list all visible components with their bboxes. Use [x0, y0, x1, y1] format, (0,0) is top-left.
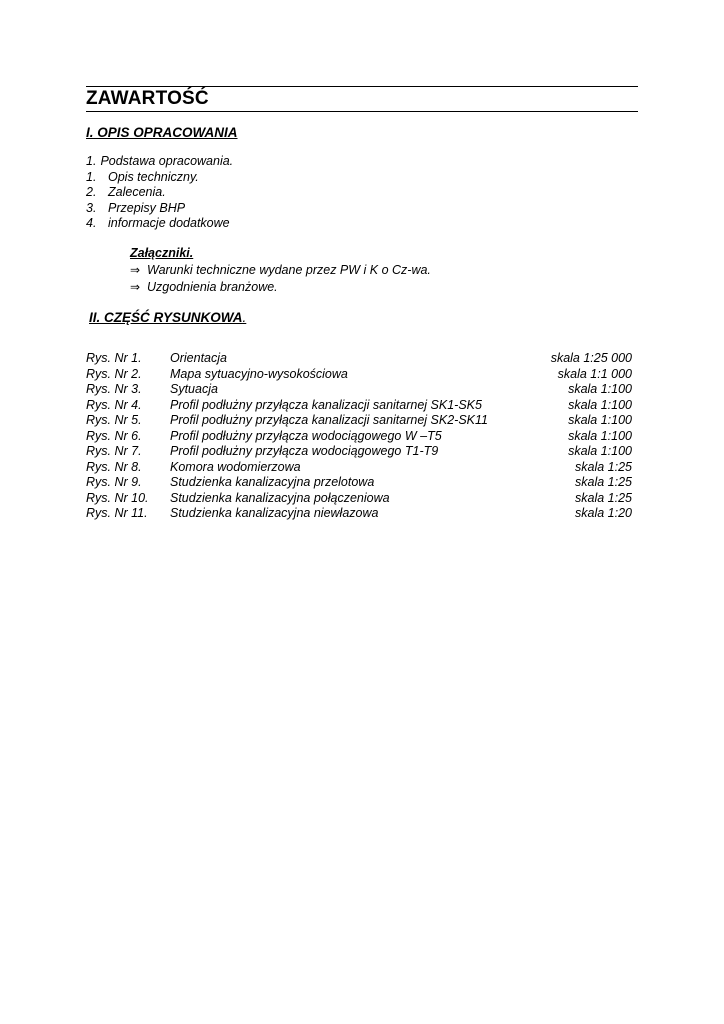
drawing-scale: skala 1:25 000: [550, 351, 632, 365]
drawing-number: Rys. Nr 9.: [86, 475, 142, 489]
drawing-number: Rys. Nr 10.: [86, 490, 149, 505]
drawing-name: Orientacja: [170, 351, 227, 365]
list-item-number: 1.: [86, 169, 97, 184]
title-underline-rule: [86, 111, 638, 112]
drawing-number: Rys. Nr 8.: [86, 459, 142, 474]
drawing-scale: skala 1:100: [568, 397, 632, 412]
top-rule: [86, 86, 638, 87]
list-item: [86, 201, 233, 217]
drawing-row: [86, 351, 636, 367]
drawing-name: Mapa sytuacyjno-wysokościowa: [170, 366, 348, 381]
drawing-number: Rys. Nr 7.: [86, 444, 142, 458]
attachment-text: Uzgodnienia branżowe.: [147, 280, 278, 294]
drawing-number: Rys. Nr 11.: [86, 506, 148, 520]
drawing-row: [86, 398, 636, 414]
drawing-number: Rys. Nr 1.: [86, 351, 142, 365]
drawing-name: Profil podłużny przyłącza kanalizacji sanitarnej SK2-SK11: [170, 413, 488, 427]
drawings-list: [86, 351, 636, 522]
page-title: ZAWARTOŚĆ: [86, 88, 209, 109]
drawing-scale: skala 1:20: [575, 506, 632, 520]
drawing-number: Rys. Nr 6.: [86, 428, 142, 443]
section-2-heading-period: .: [242, 310, 247, 325]
attachment-text: Warunki techniczne wydane przez PW i K o Cz-wa.: [147, 263, 431, 277]
drawing-row: [86, 367, 636, 383]
section-1-heading: I. OPIS OPRACOWANIA: [86, 125, 238, 140]
drawing-number: Rys. Nr 5.: [86, 413, 142, 427]
attachment-item: [130, 262, 431, 279]
drawing-scale: skala 1:100: [568, 444, 632, 458]
list-item-text: Opis techniczny.: [108, 169, 199, 184]
drawing-scale: skala 1:25: [575, 475, 632, 489]
drawing-row: [86, 460, 636, 476]
drawing-name: Profil podłużny przyłącza kanalizacji sanitarnej SK1-SK5: [170, 397, 482, 412]
list-item-number: 2.: [86, 185, 97, 199]
drawing-scale: skala 1:25: [575, 490, 632, 505]
attachments-block: [130, 244, 431, 296]
list-item: [86, 185, 233, 201]
list-item-text: Przepisy BHP: [108, 200, 186, 215]
section-2-heading-text: II. CZĘŚĆ RYSUNKOWA: [89, 310, 243, 325]
drawing-row: [86, 444, 636, 460]
drawing-name: Studzienka kanalizacyjna niewłazowa: [170, 506, 379, 520]
drawing-scale: skala 1:25: [575, 459, 632, 474]
list-item: [86, 170, 233, 186]
list-item-text: informacje dodatkowe: [108, 216, 230, 230]
drawing-number: Rys. Nr 3.: [86, 382, 142, 396]
contents-list: [86, 154, 233, 232]
drawing-number: Rys. Nr 4.: [86, 397, 142, 412]
drawing-scale: skala 1:100: [568, 413, 632, 427]
drawing-name: Profil podłużny przyłącza wodociągowego W –T5: [170, 428, 442, 443]
list-item-number: 1.: [86, 154, 97, 168]
drawing-number: Rys. Nr 2.: [86, 366, 142, 381]
list-item: [86, 216, 233, 232]
drawing-name: Studzienka kanalizacyjna połączeniowa: [170, 490, 390, 505]
attachment-item: [130, 279, 431, 296]
drawing-row: [86, 429, 636, 445]
drawing-name: Sytuacja: [170, 382, 218, 396]
list-item: [86, 154, 233, 170]
drawing-name: Komora wodomierzowa: [170, 459, 301, 474]
list-item-text: Podstawa opracowania.: [100, 154, 234, 168]
attachments-heading: Załączniki.: [130, 246, 194, 260]
drawing-scale: skala 1:100: [568, 428, 632, 443]
drawing-row: [86, 382, 636, 398]
drawing-scale: skala 1:1 000: [557, 366, 632, 381]
drawing-name: Studzienka kanalizacyjna przelotowa: [170, 475, 375, 489]
drawing-scale: skala 1:100: [568, 382, 632, 396]
section-2-heading: [89, 310, 246, 325]
list-item-number: 4.: [86, 216, 97, 230]
drawing-row: [86, 475, 636, 491]
list-item-number: 3.: [86, 200, 97, 215]
drawing-row: [86, 491, 636, 507]
drawing-name: Profil podłużny przyłącza wodociągowego T1-T9: [170, 444, 439, 458]
list-item-text: Zalecenia.: [108, 185, 166, 199]
double-arrow-right-icon: ⇒: [130, 280, 141, 294]
double-arrow-right-icon: ⇒: [130, 263, 141, 277]
drawing-row: [86, 506, 636, 522]
drawing-row: [86, 413, 636, 429]
